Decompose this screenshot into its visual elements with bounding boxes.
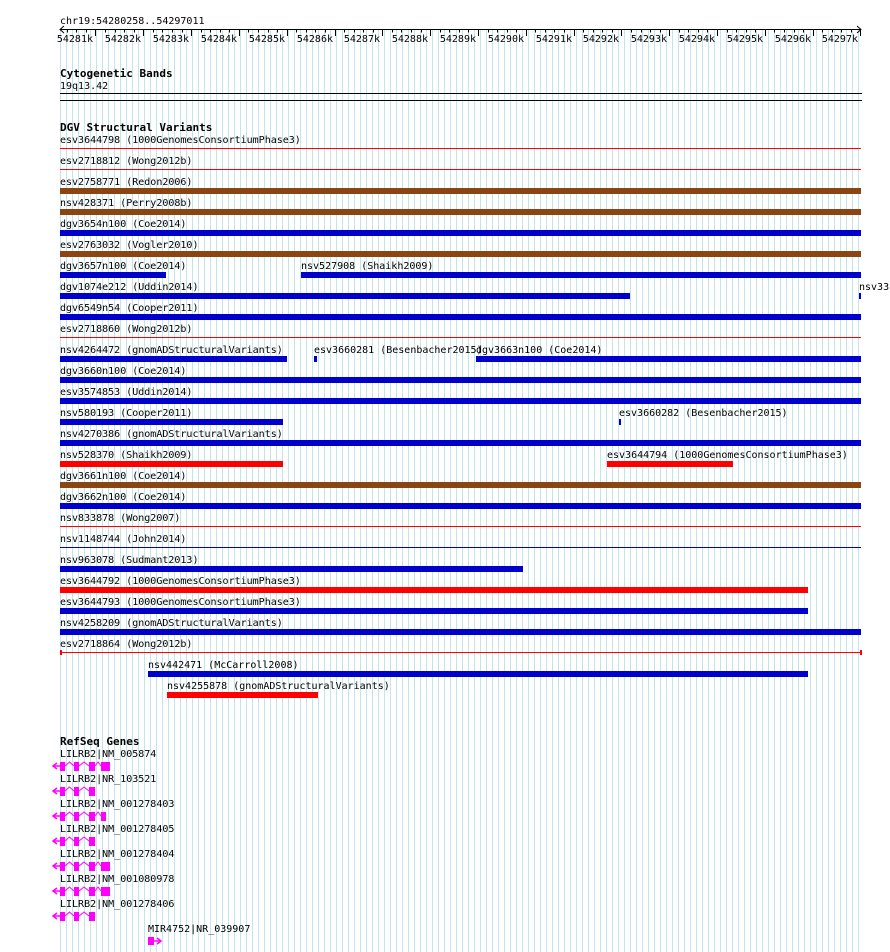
- variant-label: nsv4258209 (gnomADStructuralVariants): [60, 618, 283, 629]
- exon: [74, 812, 79, 821]
- exon: [148, 937, 154, 945]
- exon: [74, 887, 79, 896]
- variant-label: esv2763032 (Vogler2010): [60, 240, 199, 251]
- intron: [65, 762, 74, 766]
- variant-label: nsv4255878 (gnomADStructuralVariants): [167, 681, 390, 692]
- variant-label: nsv963078 (Sudmant2013): [60, 555, 199, 566]
- exon: [60, 912, 65, 921]
- variant-label: esv3574853 (Uddin2014): [60, 387, 193, 398]
- gene-label: LILRB2|NM_001278403: [60, 799, 175, 810]
- variant-label: nsv580193 (Cooper2011): [60, 408, 193, 419]
- variant-label: esv2718812 (Wong2012b): [60, 156, 193, 167]
- gene-label: MIR4752|NR_039907: [148, 924, 251, 935]
- gene-model[interactable]: [53, 762, 110, 771]
- ruler-tick-label: 54297k: [821, 34, 858, 45]
- variant-label: nsv833878 (Wong2007): [60, 513, 181, 524]
- exon: [101, 862, 110, 871]
- intron: [65, 887, 74, 891]
- exon: [89, 812, 95, 821]
- ruler-tick-label: 54296k: [774, 34, 811, 45]
- intron: [65, 837, 74, 841]
- ruler-tick-label: 54295k: [726, 34, 763, 45]
- variant-label: dgv1074e212 (Uddin2014): [60, 282, 199, 293]
- variant-label: dgv3663n100 (Coe2014): [476, 345, 603, 356]
- exon: [60, 762, 65, 771]
- variant-label: esv3644792 (1000GenomesConsortiumPhase3): [60, 576, 301, 587]
- intron: [95, 862, 101, 866]
- variant-label: dgv3660n100 (Coe2014): [60, 366, 187, 377]
- exon: [60, 787, 65, 796]
- exon: [60, 862, 65, 871]
- ruler-tick-label: 54286k: [296, 34, 333, 45]
- ruler-tick-label: 54285k: [248, 34, 285, 45]
- gene-label: LILRB2|NM_001080978: [60, 874, 175, 885]
- intron: [65, 862, 74, 866]
- variant-label: dgv3657n100 (Coe2014): [60, 261, 187, 272]
- variant-label: esv3644798 (1000GenomesConsortiumPhase3): [60, 135, 301, 146]
- ruler-tick-label: 54294k: [678, 34, 715, 45]
- intron: [65, 787, 74, 791]
- intron: [95, 812, 101, 816]
- variant-label: nsv4270386 (gnomADStructuralVariants): [60, 429, 283, 440]
- cytoband-title: Cytogenetic Bands: [60, 67, 173, 80]
- variant-label: dgv3654n100 (Coe2014): [60, 219, 187, 230]
- intron: [79, 787, 89, 791]
- intron: [79, 837, 89, 841]
- ruler-tick-label: 54291k: [535, 34, 572, 45]
- ruler-tick-label: 54284k: [200, 34, 237, 45]
- range-label: chr19:54280258..54297011: [60, 16, 205, 27]
- variant-label: esv3644793 (1000GenomesConsortiumPhase3): [60, 597, 301, 608]
- variant-label: esv3660281 (Besenbacher2015): [314, 345, 483, 356]
- exon: [60, 812, 65, 821]
- variant-label: nsv1148744 (John2014): [60, 534, 187, 545]
- gene-model[interactable]: [53, 862, 110, 871]
- variant-label: esv3644794 (1000GenomesConsortiumPhase3): [607, 450, 848, 461]
- exon: [89, 787, 95, 796]
- variant-label: esv2718860 (Wong2012b): [60, 324, 193, 335]
- intron: [95, 887, 101, 891]
- exon: [74, 762, 79, 771]
- gene-model[interactable]: [53, 912, 95, 921]
- exon: [89, 837, 95, 846]
- intron: [79, 762, 89, 766]
- exon: [89, 762, 95, 771]
- dgv-title: DGV Structural Variants: [60, 121, 213, 134]
- exon: [74, 837, 79, 846]
- exon: [101, 762, 110, 771]
- exon: [101, 887, 110, 896]
- intron: [79, 862, 89, 866]
- ruler-tick-label: 54290k: [487, 34, 524, 45]
- ruler-tick-label: 54288k: [391, 34, 428, 45]
- variant-label: nsv442471 (McCarroll2008): [148, 660, 299, 671]
- refseq-title: RefSeq Genes: [60, 735, 140, 748]
- exon: [74, 912, 79, 921]
- variant-label: nsv4264472 (gnomADStructuralVariants): [60, 345, 283, 356]
- gene-model[interactable]: [53, 787, 95, 796]
- gene-label: LILRB2|NM_005874: [60, 749, 157, 760]
- variant-label: dgv3662n100 (Coe2014): [60, 492, 187, 503]
- cytoband-label: 19q13.42: [60, 81, 109, 92]
- exon: [89, 912, 95, 921]
- variant-label: esv2758771 (Redon2006): [60, 177, 193, 188]
- ruler-tick-label: 54293k: [630, 34, 667, 45]
- variant-label: nsv528370 (Shaikh2009): [60, 450, 193, 461]
- gene-model[interactable]: [148, 937, 161, 945]
- gene-label: LILRB2|NR_103521: [60, 774, 157, 785]
- ruler-tick-label: 54283k: [152, 34, 189, 45]
- intron: [95, 762, 101, 766]
- variant-label: nsv428371 (Perry2008b): [60, 198, 193, 209]
- intron: [79, 887, 89, 891]
- ruler-tick-label: 54287k: [343, 34, 380, 45]
- exon: [60, 887, 65, 896]
- exon: [101, 812, 106, 821]
- gene-label: LILRB2|NM_001278406: [60, 899, 175, 910]
- exon: [60, 837, 65, 846]
- variant-label: esv3660282 (Besenbacher2015): [619, 408, 788, 419]
- gene-model[interactable]: [53, 812, 106, 821]
- gene-model[interactable]: [53, 887, 110, 896]
- variant-label: nsv33: [859, 282, 890, 293]
- exon: [89, 887, 95, 896]
- ruler-tick-label: 54282k: [104, 34, 141, 45]
- variant-label: nsv527908 (Shaikh2009): [301, 261, 434, 272]
- variant-label: esv2718864 (Wong2012b): [60, 639, 193, 650]
- exon: [89, 862, 95, 871]
- ruler-tick-label: 54281k: [56, 34, 93, 45]
- exon: [74, 787, 79, 796]
- intron: [79, 912, 89, 916]
- variant-label: dgv6549n54 (Cooper2011): [60, 303, 199, 314]
- ruler-tick-label: 54292k: [582, 34, 619, 45]
- gene-model[interactable]: [53, 837, 95, 846]
- ruler-tick-label: 54289k: [439, 34, 476, 45]
- gene-label: LILRB2|NM_001278404: [60, 849, 175, 860]
- intron: [65, 812, 74, 816]
- variant-label: dgv3661n100 (Coe2014): [60, 471, 187, 482]
- exon: [74, 862, 79, 871]
- intron: [65, 912, 74, 916]
- intron: [79, 812, 89, 816]
- gene-label: LILRB2|NM_001278405: [60, 824, 175, 835]
